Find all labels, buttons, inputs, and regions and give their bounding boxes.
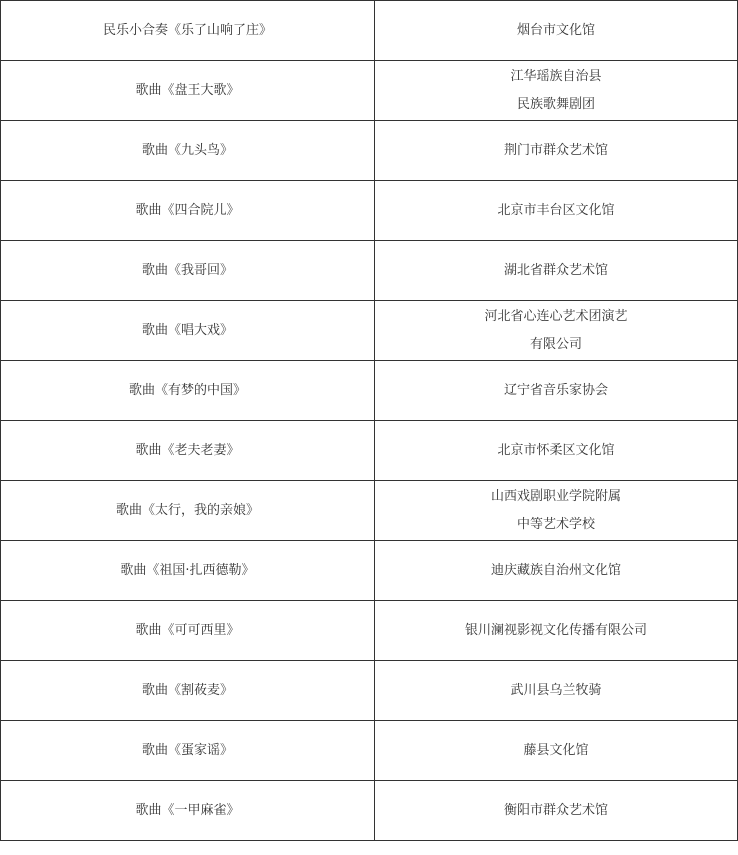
work-title: 歌曲《蛋家谣》 [141,742,233,758]
work-title-cell [1,181,375,241]
organization-name: 银川澜视影视文化传播有限公司 [464,622,647,638]
work-title-cell [1,661,375,721]
organization-name-line-2: 有限公司 [529,336,582,352]
organization-cell [375,181,738,241]
organization-name: 迪庆藏族自治州文化馆 [490,562,621,578]
work-title: 民乐小合奏《乐了山响了庄》 [102,22,272,38]
organization-name: 辽宁省音乐家协会 [503,382,608,398]
organization-cell [375,61,738,121]
organization-cell [375,361,738,421]
work-title-cell [1,301,375,361]
organization-name: 北京市怀柔区文化馆 [497,442,615,458]
organization-name-line-2: 中等艺术学校 [516,516,595,532]
table-row [1,361,738,421]
work-title-cell [1,781,375,841]
organization-name: 北京市丰台区文化馆 [497,202,615,218]
organization-name: 湖北省群众艺术馆 [503,262,608,278]
organization-name: 河北省心连心艺术团演艺 [484,308,628,324]
work-title: 歌曲《祖国·扎西德勒》 [120,562,255,578]
organization-name: 荆门市群众艺术馆 [503,142,608,158]
work-title-cell [1,541,375,601]
work-title-cell [1,241,375,301]
organization-cell [375,781,738,841]
work-title: 歌曲《我哥回》 [141,262,233,278]
work-title-cell [1,601,375,661]
table-row [1,781,738,841]
table-row [1,1,738,61]
organization-cell [375,421,738,481]
work-title: 歌曲《盘王大歌》 [135,82,240,98]
work-title-cell [1,721,375,781]
organization-cell [375,241,738,301]
organization-cell [375,721,738,781]
work-title: 歌曲《太行，我的亲娘》 [115,502,259,518]
table-row [1,601,738,661]
work-title: 歌曲《四合院儿》 [135,202,240,218]
table-row [1,481,738,541]
work-title: 歌曲《有梦的中国》 [128,382,246,398]
organization-cell [375,1,738,61]
work-title-cell [1,61,375,121]
organization-cell [375,481,738,541]
organization-cell [375,121,738,181]
work-title: 歌曲《唱大戏》 [141,322,233,338]
organization-name: 衡阳市群众艺术馆 [503,802,608,818]
table-row [1,541,738,601]
table-row [1,61,738,121]
work-title-cell [1,361,375,421]
work-title-cell [1,481,375,541]
organization-cell [375,541,738,601]
organization-name-line-2: 民族歌舞剧团 [516,96,595,112]
organization-name: 烟台市文化馆 [516,22,595,38]
table-row [1,661,738,721]
work-title-cell [1,121,375,181]
work-title-cell [1,1,375,61]
work-title-cell [1,421,375,481]
table-row [1,121,738,181]
organization-cell [375,601,738,661]
organization-name: 藤县文化馆 [523,742,589,758]
work-title: 歌曲《九头鸟》 [141,142,233,158]
table-row [1,421,738,481]
table-row [1,181,738,241]
table-row [1,241,738,301]
table-row [1,721,738,781]
work-title: 歌曲《老夫老妻》 [135,442,240,458]
organization-cell [375,661,738,721]
work-title: 歌曲《一甲麻雀》 [135,802,240,818]
award-table-body [1,1,738,841]
organization-name: 武川县乌兰牧骑 [510,682,602,698]
work-title: 歌曲《割莜麦》 [141,682,233,698]
organization-name: 山西戏剧职业学院附属 [490,488,621,504]
organization-cell [375,301,738,361]
work-title: 歌曲《可可西里》 [135,622,240,638]
table-row [1,301,738,361]
organization-name: 江华瑶族自治县 [510,68,602,84]
